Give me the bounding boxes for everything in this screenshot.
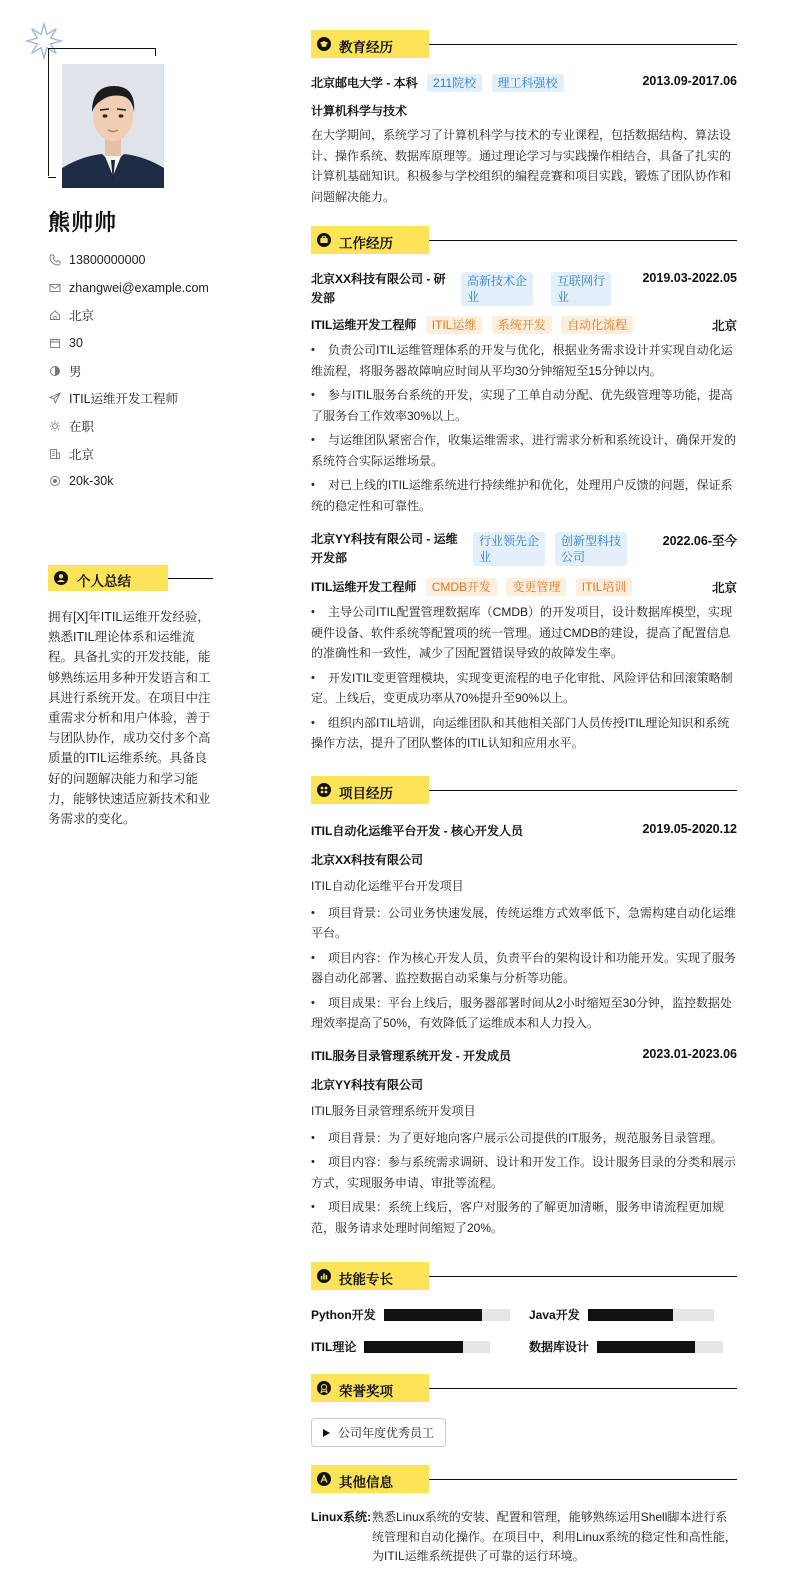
- skill-item: [311, 1338, 490, 1355]
- awards-heading: [311, 1374, 737, 1402]
- list-item: • 对已上线的ITIL运维系统进行持续维护和优化，处理用户反馈的问题，保证系统的稳定性和可靠性。: [311, 475, 737, 516]
- other-text: 熟悉Linux系统的安装、配置和管理，能够熟练运用Shell脚本进行系统管理和自动化操作。在项目中，利用Linux系统的稳定性和高性能，为ITIL运维系统提供了可靠的运行环境。: [372, 1510, 737, 1563]
- location-value: 北京: [69, 309, 95, 324]
- education-entry: [311, 74, 737, 207]
- awards-title: 荣誉奖项: [339, 1384, 393, 1399]
- skill-bar: [384, 1309, 510, 1321]
- skill-bar: [588, 1309, 714, 1321]
- city-value: 北京: [69, 447, 95, 462]
- contact-list: [48, 246, 209, 495]
- job-date: 2022.06-至今: [662, 534, 737, 548]
- list-item: • 项目内容：作为核心开发人员，负责平台的架构设计和功能开发。实现了服务器自动化部署、监控数据自动采集与分析等功能。: [311, 948, 737, 989]
- skill-name: 数据库设计: [529, 1340, 590, 1354]
- education-date: 2013.09-2017.06: [642, 74, 737, 88]
- contact-phone: [48, 246, 209, 274]
- skill-bar-fill: [588, 1309, 674, 1321]
- job-date: 2019.03-2022.05: [642, 271, 737, 285]
- contact-city: [48, 440, 209, 468]
- candidate-name: 熊帅帅: [48, 210, 118, 235]
- skill-bar-fill: [364, 1341, 462, 1353]
- school-tag: 理工科强校: [492, 74, 564, 92]
- status-icon: [48, 419, 62, 433]
- role-tag: 变更管理: [506, 578, 566, 596]
- gender-icon: [48, 364, 62, 378]
- project-details: [311, 903, 737, 1034]
- skill-name: ITIL理论: [311, 1340, 357, 1354]
- role-tag: ITIL培训: [576, 578, 633, 596]
- list-item: • 项目成果：系统上线后，客户对服务的了解更加清晰，服务申请流程更加规范，服务请求处理时间缩短了20%。: [311, 1197, 737, 1238]
- award-item[interactable]: [311, 1418, 446, 1447]
- list-item: • 参与ITIL服务台系统的开发，实现了工单自动分配、优先级管理等功能，提高了服务台工作效率30%以上。: [311, 385, 737, 426]
- job-role: ITIL运维开发工程师: [311, 318, 417, 332]
- list-item: • 主导公司ITIL配置管理数据库（CMDB）的开发项目，设计数据库模型，实现硬件设备、软件系统等配置项的统一管理。通过CMDB的建设，提高了配置信息的准确性和一致性，减少了因配置错误导致的故障发生率。: [311, 602, 737, 664]
- education-heading: [311, 30, 737, 58]
- education-title: 教育经历: [339, 40, 393, 55]
- contact-gender: [48, 357, 209, 385]
- other-entry: [311, 1508, 737, 1567]
- projects-heading: [311, 776, 737, 804]
- major: 计算机科学与技术: [311, 104, 408, 118]
- project-company: 北京YY科技有限公司: [311, 1078, 424, 1092]
- work-entry: [311, 270, 737, 520]
- project-date: 2019.05-2020.12: [642, 822, 737, 836]
- award-label: 公司年度优秀员工: [338, 1426, 435, 1440]
- projects-title: 项目经历: [339, 786, 393, 801]
- position-value: ITIL运维开发工程师: [69, 392, 179, 407]
- role-tag: 系统开发: [492, 316, 552, 334]
- project-details: [311, 1128, 737, 1239]
- gender-value: 男: [69, 364, 82, 379]
- salary-icon: [48, 474, 62, 488]
- list-item: • 项目背景：为了更好地向客户展示公司提供的IT服务，规范服务目录管理。: [311, 1128, 737, 1149]
- skill-name: Python开发: [311, 1308, 376, 1322]
- info-icon: [317, 1472, 331, 1486]
- skill-bar: [597, 1341, 723, 1353]
- skills-heading: [311, 1262, 737, 1290]
- home-icon: [48, 308, 62, 322]
- skill-bar-fill: [597, 1341, 695, 1353]
- avatar: [62, 64, 164, 188]
- graduation-cap-icon: [317, 37, 331, 51]
- list-item: • 负责公司ITIL运维管理体系的开发与优化，根据业务需求设计并实现自动化运维流程，将服务器故障响应时间从平均30分钟缩短至15分钟以内。: [311, 340, 737, 381]
- company-tag: 高新技术企 业: [461, 272, 533, 306]
- role-tag: ITIL运维: [426, 316, 483, 334]
- salary-value: 20k-30k: [69, 474, 114, 489]
- school-name: 北京邮电大学 - 本科: [311, 76, 418, 90]
- company-tag: 创新型科技 公司: [555, 532, 627, 566]
- skill-item: [311, 1306, 510, 1323]
- company-tag: 互联网行 业: [551, 272, 611, 306]
- contact-position: [48, 384, 209, 412]
- status-value: 在职: [69, 419, 95, 434]
- contact-status: [48, 412, 209, 440]
- play-icon: [323, 1429, 330, 1437]
- list-item: • 项目背景：公司业务快速发展，传统运维方式效率低下，急需构建自动化运维平台。: [311, 903, 737, 944]
- role-tag: 自动化流程: [561, 316, 633, 334]
- summary-heading: [48, 565, 213, 591]
- skill-bar: [364, 1341, 490, 1353]
- list-item: • 组织内部ITIL培训，向运维团队和其他相关部门人员传授ITIL理论知识和系统操作方法，提升了团队整体的ITIL认知和应用水平。: [311, 713, 737, 754]
- job-role: ITIL运维开发工程师: [311, 580, 417, 594]
- list-item: • 与运维团队紧密合作，收集运维需求，进行需求分析和系统设计，确保开发的系统符合实际运维场景。: [311, 430, 737, 471]
- list-item: • 开发ITIL变更管理模块，实现变更流程的电子化审批、风险评估和回滚策略制定。上线后，变更成功率从70%提升至90%以上。: [311, 668, 737, 709]
- job-duties: [311, 602, 737, 754]
- work-heading: [311, 226, 737, 254]
- work-entry: [311, 530, 737, 758]
- grid-icon: [317, 783, 331, 797]
- list-item: • 项目成果：平台上线后，服务器部署时间从2小时缩短至30分钟，监控数据处理效率提高了50%，有效降低了运维成本和人力投入。: [311, 993, 737, 1034]
- work-title: 工作经历: [339, 236, 393, 251]
- project-name: ITIL服务目录管理系统开发 - 开发成员: [311, 1049, 511, 1063]
- phone-value: 13800000000: [69, 252, 146, 267]
- building-icon: [48, 447, 62, 461]
- mail-icon: [48, 281, 62, 295]
- skill-item: [529, 1306, 714, 1323]
- contact-age: [48, 329, 209, 357]
- skills-title: 技能专长: [339, 1272, 393, 1287]
- job-city: 北京: [711, 319, 737, 333]
- other-label: Linux系统:: [311, 1510, 371, 1524]
- skill-item: [529, 1338, 723, 1355]
- project-entry: [311, 822, 737, 1038]
- email-value: zhangwei@example.com: [69, 280, 209, 295]
- project-subtitle: ITIL服务目录管理系统开发项目: [311, 1104, 476, 1118]
- list-item: • 项目内容：参与系统需求调研、设计和开发工作。设计服务目录的分类和展示方式，实现服务申请、审批等流程。: [311, 1152, 737, 1193]
- age-value: 30: [69, 335, 83, 350]
- skill-bar-fill: [384, 1309, 482, 1321]
- briefcase-icon: [317, 233, 331, 247]
- skill-name: Java开发: [529, 1308, 580, 1322]
- company-name: 北京YY科技有限公司 - 运维 开发部: [311, 532, 458, 565]
- phone-icon: [48, 253, 62, 267]
- education-description: 在大学期间，系统学习了计算机科学与技术的专业课程，包括数据结构、算法设计、操作系统、数据库原理等。通过理论学习与实践操作相结合，具备了扎实的计算机基础知识。积极参与学校组织的编程竞赛和项目实践，锻炼了团队协作和问题解决能力。: [311, 128, 732, 204]
- contact-location: [48, 301, 209, 329]
- chart-icon: [317, 1269, 331, 1283]
- other-title: 其他信息: [339, 1475, 393, 1490]
- award-icon: [317, 1381, 331, 1395]
- company-tag: 行业领先企 业: [473, 532, 545, 566]
- project-company: 北京XX科技有限公司: [311, 853, 424, 867]
- sidebar: [0, 0, 250, 1586]
- role-tag: CMDB开发: [426, 578, 497, 596]
- project-entry: [311, 1047, 737, 1242]
- user-icon: [54, 571, 68, 585]
- school-tag: 211院校: [427, 74, 482, 92]
- contact-email: [48, 274, 209, 302]
- job-city: 北京: [711, 581, 737, 595]
- contact-salary: [48, 468, 209, 496]
- send-icon: [48, 391, 62, 405]
- project-name: ITIL自动化运维平台开发 - 核心开发人员: [311, 824, 523, 838]
- age-icon: [48, 336, 62, 350]
- company-name: 北京XX科技有限公司 - 研 发部: [311, 272, 446, 305]
- summary-text: 拥有[X]年ITIL运维开发经验，熟悉ITIL理论体系和运维流程。具备扎实的开发技能，能够熟练运用多种开发语言和工具进行系统开发。在项目中注重需求分析和用户体验，善于与团队协作，成功交付多个高质量的ITIL运维系统。具备良好的问题解决能力和学习能力，能够快速适应新技术和业务需求的变化。: [48, 610, 211, 827]
- project-date: 2023.01-2023.06: [642, 1047, 737, 1061]
- summary-title: 个人总结: [77, 574, 131, 589]
- job-duties: [311, 340, 737, 516]
- other-heading: [311, 1465, 737, 1493]
- project-subtitle: ITIL自动化运维平台开发项目: [311, 879, 464, 893]
